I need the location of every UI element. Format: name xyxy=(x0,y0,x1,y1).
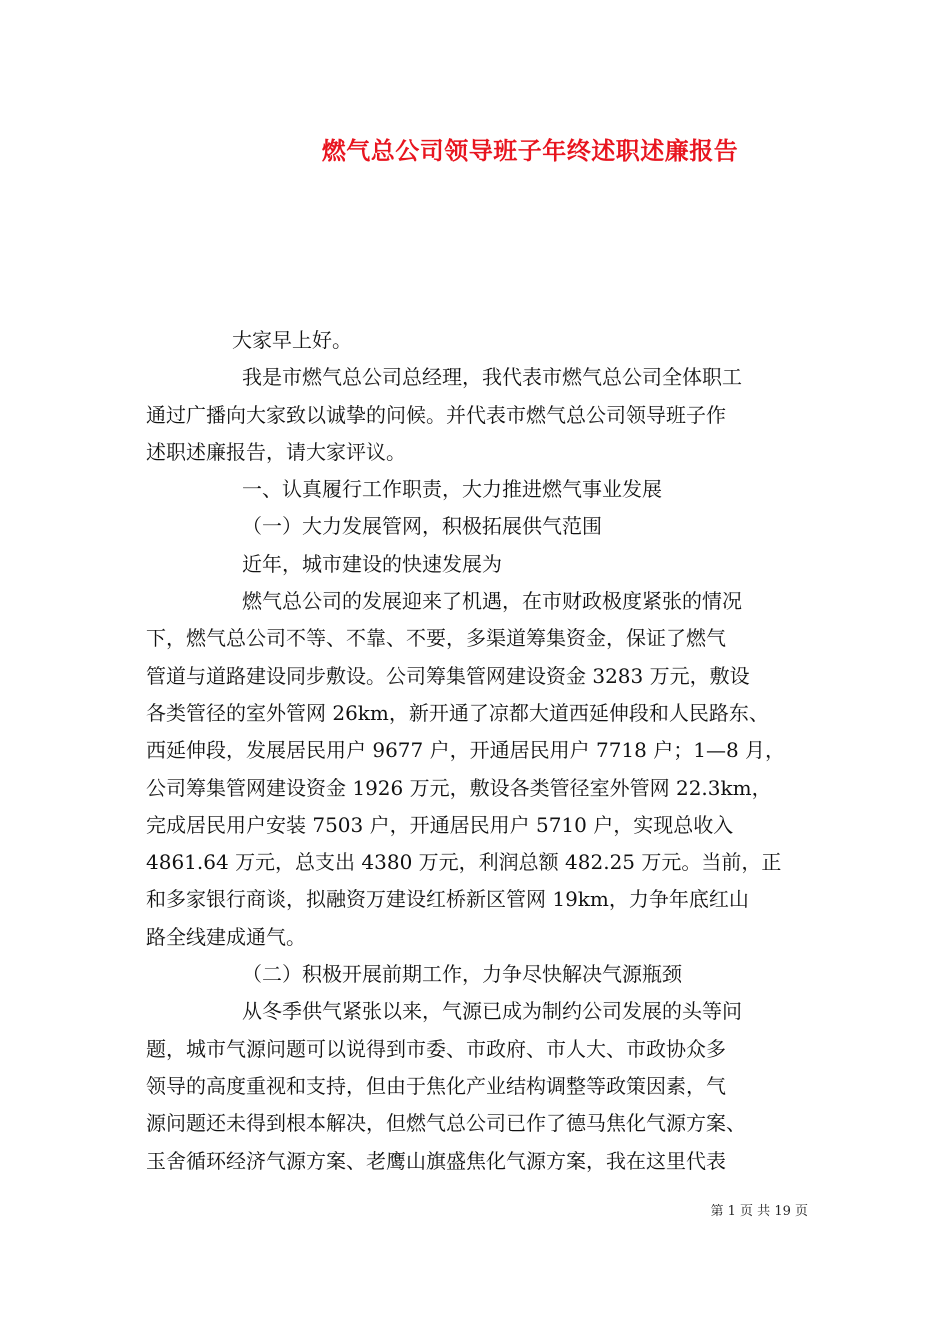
subsection-heading: （一）大力发展管网，积极拓展供气范围 xyxy=(242,514,602,539)
paragraph-line: 玉舍循环经济气源方案、老鹰山旗盛焦化气源方案，我在这里代表 xyxy=(146,1148,726,1173)
paragraph-line: 管道与道路建设同步敷设。公司筹集管网建设资金 3283 万元，敷设 xyxy=(146,663,750,688)
paragraph-line: 从冬季供气紧张以来，气源已成为制约公司发展的头等问 xyxy=(242,999,742,1024)
paragraph-line: 西延伸段，发展居民用户 9677 户，开通居民用户 7718 户；1—8 月， xyxy=(146,738,786,763)
paragraph-line: 公司筹集管网建设资金 1926 万元，敷设各类管径室外管网 22.3km， xyxy=(146,775,772,800)
paragraph-line: 大家早上好。 xyxy=(232,328,352,352)
section-heading: 一、认真履行工作职责，大力推进燃气事业发展 xyxy=(242,477,662,502)
paragraph-line: 源问题还未得到根本解决，但燃气总公司已作了德马焦化气源方案、 xyxy=(146,1111,746,1136)
paragraph-line: 我是市燃气总公司总经理，我代表市燃气总公司全体职工 xyxy=(242,365,742,390)
paragraph-line: 燃气总公司的发展迎来了机遇，在市财政极度紧张的情况 xyxy=(242,589,742,614)
paragraph-line: 领导的高度重视和支持，但由于焦化产业结构调整等政策因素，气 xyxy=(146,1073,726,1098)
paragraph-line: 通过广播向大家致以诚挚的问候。并代表市燃气总公司领导班子作 xyxy=(146,402,726,427)
paragraph-line: 和多家银行商谈，拟融资万建设红桥新区管网 19km，力争年底红山 xyxy=(146,887,749,912)
document-title: 燃气总公司领导班子年终述职述廉报告 xyxy=(321,136,739,165)
paragraph-line: 题，城市气源问题可以说得到市委、市政府、市人大、市政协众多 xyxy=(146,1036,726,1061)
paragraph-line: 下，燃气总公司不等、不靠、不要，多渠道筹集资金，保证了燃气 xyxy=(146,626,726,651)
paragraph-line: 述职述廉报告，请大家评议。 xyxy=(146,439,406,464)
paragraph-line: 路全线建成通气。 xyxy=(146,924,306,949)
paragraph-line: 近年，城市建设的快速发展为 xyxy=(242,551,502,576)
paragraph-line: 4861.64 万元，总支出 4380 万元，利润总额 482.25 万元。当前，正 xyxy=(146,850,782,875)
page-number: 第 1 页 共 19 页 xyxy=(710,1204,808,1219)
subsection-heading: （二）积极开展前期工作，力争尽快解决气源瓶颈 xyxy=(242,962,682,987)
document-body xyxy=(146,322,816,1180)
paragraph-line: 完成居民用户安装 7503 户，开通居民用户 5710 户，实现总收入 xyxy=(146,812,734,837)
paragraph-line: 各类管径的室外管网 26km，新开通了凉都大道西延伸段和人民路东、 xyxy=(146,700,769,725)
